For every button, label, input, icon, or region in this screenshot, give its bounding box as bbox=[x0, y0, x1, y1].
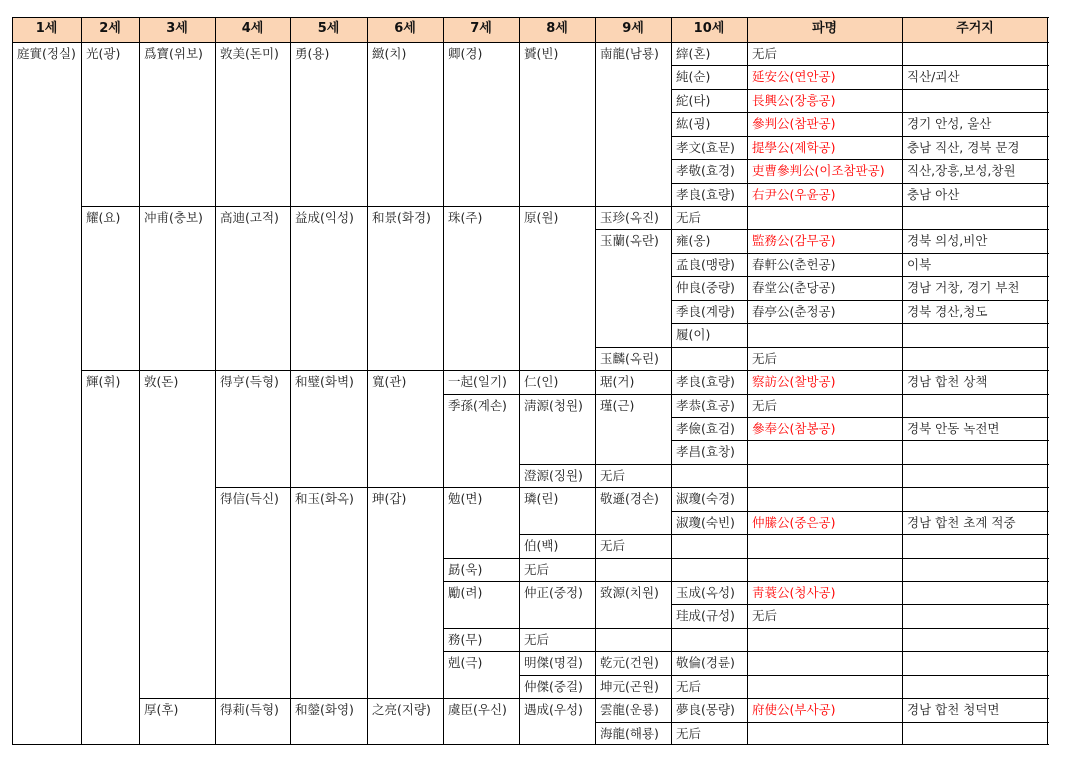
member-gen4-cell: 高迪(고적) bbox=[220, 210, 279, 226]
member-gen9-cell: 无后 bbox=[600, 538, 626, 554]
pa-name-cell: 提學公(제학공) bbox=[752, 139, 836, 155]
member-gen3-cell: 厚(후) bbox=[144, 702, 179, 718]
grid-line bbox=[902, 464, 1049, 465]
member-gen10-cell: 孝文(효문) bbox=[676, 139, 735, 155]
grid-line bbox=[367, 370, 444, 371]
member-gen4-cell: 得信(득신) bbox=[220, 491, 279, 507]
grid-line bbox=[671, 651, 748, 652]
grid-line bbox=[290, 487, 368, 488]
grid-line bbox=[595, 347, 672, 348]
grid-line bbox=[12, 17, 1049, 18]
member-gen10-cell: 雍(옹) bbox=[676, 233, 711, 249]
grid-line bbox=[902, 651, 1049, 652]
grid-line bbox=[671, 89, 748, 90]
grid-line bbox=[747, 206, 903, 207]
grid-line bbox=[519, 628, 596, 629]
member-gen10-cell: 敬倫(경륜) bbox=[676, 655, 735, 671]
grid-line bbox=[747, 651, 903, 652]
member-gen9-cell: 玉蘭(옥란) bbox=[600, 233, 659, 249]
member-gen2-cell: 光(광) bbox=[86, 46, 121, 61]
member-gen9-cell: 瑾(근) bbox=[600, 397, 635, 413]
grid-line bbox=[671, 65, 748, 66]
column-header: 8세 bbox=[519, 17, 595, 42]
member-gen9-cell: 坤元(곤원) bbox=[600, 678, 659, 694]
grid-line bbox=[902, 347, 1049, 348]
grid-line bbox=[747, 17, 748, 745]
member-gen8-cell: 澄源(징원) bbox=[524, 467, 583, 483]
grid-line bbox=[671, 534, 748, 535]
pa-name-cell: 延安公(연안공) bbox=[752, 69, 836, 85]
member-gen10-cell: 孝昌(효창) bbox=[676, 444, 735, 460]
member-gen7-cell: 一起(일기) bbox=[448, 374, 507, 390]
residence-cell: 직산/괴산 bbox=[907, 69, 960, 85]
grid-line bbox=[671, 604, 748, 605]
grid-line bbox=[443, 651, 520, 652]
grid-line bbox=[902, 17, 903, 745]
grid-line bbox=[747, 370, 903, 371]
residence-cell: 충남 아산 bbox=[907, 186, 960, 202]
grid-line bbox=[747, 698, 903, 699]
grid-line bbox=[139, 698, 216, 699]
grid-line bbox=[519, 464, 596, 465]
grid-line bbox=[367, 206, 444, 207]
grid-line bbox=[443, 558, 520, 559]
pa-name-cell: 春軒公(춘헌공) bbox=[752, 256, 836, 272]
grid-line bbox=[671, 487, 748, 488]
pa-name-cell: 參奉公(참봉공) bbox=[752, 420, 836, 436]
grid-line bbox=[139, 206, 216, 207]
grid-line bbox=[595, 534, 672, 535]
pa-name-cell: 右尹公(우윤공) bbox=[752, 186, 836, 202]
member-gen4-cell: 得亨(득형) bbox=[220, 374, 279, 390]
grid-line bbox=[519, 698, 596, 699]
grid-line bbox=[902, 628, 1049, 629]
grid-line bbox=[595, 558, 672, 559]
member-gen10-cell: 純(순) bbox=[676, 69, 711, 85]
grid-line bbox=[902, 323, 1049, 324]
member-gen10-cell: 孝良(효량) bbox=[676, 374, 735, 390]
grid-line bbox=[671, 253, 748, 254]
grid-line bbox=[215, 370, 291, 371]
grid-line bbox=[747, 487, 903, 488]
grid-line bbox=[902, 253, 1049, 254]
residence-cell: 경북 경산,청도 bbox=[907, 303, 988, 319]
grid-line bbox=[671, 136, 748, 137]
pa-name-cell: 春亭公(춘정공) bbox=[752, 303, 836, 319]
grid-line bbox=[747, 89, 903, 90]
pa-name-cell: 无后 bbox=[752, 46, 778, 61]
column-header: 6세 bbox=[367, 17, 443, 42]
column-header: 3세 bbox=[139, 17, 215, 42]
member-gen10-cell: 无后 bbox=[676, 725, 702, 741]
grid-line bbox=[519, 675, 596, 676]
grid-line bbox=[595, 722, 672, 723]
grid-line bbox=[139, 370, 216, 371]
grid-line bbox=[671, 159, 748, 160]
member-gen2-cell: 耀(요) bbox=[86, 210, 121, 226]
grid-line bbox=[595, 698, 672, 699]
grid-line bbox=[12, 17, 13, 745]
member-gen8-cell: 明傑(명걸) bbox=[524, 655, 583, 671]
grid-line bbox=[519, 558, 596, 559]
member-gen6-cell: 寬(관) bbox=[372, 374, 407, 390]
residence-cell: 경남 합천 청덕면 bbox=[907, 702, 1000, 718]
grid-line bbox=[747, 675, 903, 676]
grid-line bbox=[1047, 17, 1048, 745]
grid-line bbox=[443, 581, 520, 582]
grid-line bbox=[443, 628, 520, 629]
grid-line bbox=[902, 487, 1049, 488]
member-gen10-cell: 履(이) bbox=[676, 327, 711, 343]
grid-line bbox=[671, 17, 672, 745]
member-gen3-cell: 爲寶(위보) bbox=[144, 46, 203, 61]
grid-line bbox=[902, 698, 1049, 699]
member-gen9-cell: 玉珍(옥진) bbox=[600, 210, 659, 226]
member-gen3-cell: 敦(돈) bbox=[144, 374, 179, 390]
member-gen7-cell: 勗(욱) bbox=[448, 561, 483, 577]
column-header: 5세 bbox=[290, 17, 367, 42]
member-gen10-cell: 孝儉(효검) bbox=[676, 420, 735, 436]
grid-line bbox=[671, 206, 748, 207]
member-gen10-cell: 淑瓊(숙빈) bbox=[676, 514, 735, 530]
grid-line bbox=[12, 744, 1049, 745]
column-header: 2세 bbox=[81, 17, 139, 42]
grid-line bbox=[902, 675, 1049, 676]
grid-line bbox=[747, 628, 903, 629]
grid-line bbox=[519, 206, 596, 207]
member-gen10-cell: 无后 bbox=[676, 678, 702, 694]
member-gen10-cell: 紘(굉) bbox=[676, 116, 711, 132]
grid-line bbox=[519, 534, 596, 535]
grid-line bbox=[443, 370, 520, 371]
grid-line bbox=[902, 229, 1049, 230]
grid-line bbox=[902, 206, 1049, 207]
grid-line bbox=[215, 17, 216, 745]
grid-line bbox=[290, 370, 368, 371]
grid-line bbox=[671, 675, 748, 676]
grid-line bbox=[671, 229, 748, 230]
pa-name-cell: 无后 bbox=[752, 397, 778, 413]
grid-line bbox=[671, 323, 748, 324]
member-gen9-cell: 雲龍(운룡) bbox=[600, 702, 659, 718]
pa-name-cell: 監務公(감무공) bbox=[752, 233, 836, 249]
grid-line bbox=[367, 17, 368, 745]
grid-line bbox=[902, 511, 1049, 512]
grid-line bbox=[902, 159, 1049, 160]
grid-line bbox=[671, 722, 748, 723]
pa-name-cell: 府使公(부사공) bbox=[752, 702, 836, 718]
member-gen9-cell: 敬遜(경손) bbox=[600, 491, 659, 507]
residence-cell: 경남 합천 상책 bbox=[907, 374, 988, 390]
grid-line bbox=[443, 206, 520, 207]
residence-cell: 직산,장흥,보성,창원 bbox=[907, 163, 1016, 179]
residence-cell: 이북 bbox=[907, 256, 932, 272]
grid-line bbox=[747, 581, 903, 582]
grid-line bbox=[215, 487, 291, 488]
grid-line bbox=[671, 347, 748, 348]
grid-line bbox=[671, 464, 748, 465]
residence-cell: 경북 의성,비안 bbox=[907, 233, 988, 249]
member-gen8-cell: 仲正(중정) bbox=[524, 584, 583, 600]
grid-line bbox=[595, 651, 672, 652]
grid-line bbox=[902, 65, 1049, 66]
member-gen8-cell: 无后 bbox=[524, 561, 550, 577]
member-gen7-cell: 剋(극) bbox=[448, 655, 483, 671]
member-gen10-cell: 淑瓊(숙경) bbox=[676, 491, 735, 507]
member-gen10-cell: 仲良(중량) bbox=[676, 280, 735, 296]
member-gen10-cell: 季良(계량) bbox=[676, 303, 735, 319]
grid-line bbox=[519, 394, 596, 395]
grid-line bbox=[902, 276, 1049, 277]
member-gen5-cell: 和玉(화옥) bbox=[295, 491, 354, 507]
grid-line bbox=[747, 159, 903, 160]
member-gen9-cell: 海龍(해룡) bbox=[600, 725, 659, 741]
member-gen9-cell: 琚(거) bbox=[600, 374, 635, 390]
pa-name-cell: 吏曹參判公(이조참판공) bbox=[752, 163, 885, 179]
grid-line bbox=[81, 370, 140, 371]
grid-line bbox=[443, 487, 520, 488]
grid-line bbox=[902, 604, 1049, 605]
grid-line bbox=[595, 394, 672, 395]
grid-line bbox=[443, 394, 520, 395]
member-gen9-cell: 玉麟(옥린) bbox=[600, 350, 659, 366]
grid-line bbox=[747, 136, 903, 137]
pa-name-cell: 仲縢公(중은공) bbox=[752, 514, 836, 530]
member-gen7-cell: 務(무) bbox=[448, 631, 483, 647]
member-gen10-cell: 孝恭(효공) bbox=[676, 397, 735, 413]
member-gen9-cell: 致源(치원) bbox=[600, 584, 659, 600]
column-header: 9세 bbox=[595, 17, 671, 42]
grid-line bbox=[671, 370, 748, 371]
pa-name-cell: 春堂公(춘당공) bbox=[752, 280, 836, 296]
member-gen5-cell: 勇(용) bbox=[295, 46, 330, 61]
member-gen2-cell: 輝(휘) bbox=[86, 374, 121, 390]
column-header: 주거지 bbox=[902, 17, 1048, 42]
member-gen8-cell: 仁(인) bbox=[524, 374, 559, 390]
grid-line bbox=[671, 300, 748, 301]
grid-line bbox=[902, 581, 1049, 582]
grid-line bbox=[367, 698, 444, 699]
grid-line bbox=[367, 487, 444, 488]
grid-line bbox=[519, 370, 596, 371]
member-gen10-cell: 孟良(맹량) bbox=[676, 256, 735, 272]
grid-line bbox=[747, 253, 903, 254]
grid-line bbox=[595, 487, 672, 488]
grid-line bbox=[519, 487, 596, 488]
grid-line bbox=[671, 581, 748, 582]
member-gen8-cell: 璘(린) bbox=[524, 491, 559, 507]
grid-line bbox=[81, 206, 140, 207]
pa-name-cell: 察訪公(찰방공) bbox=[752, 374, 836, 390]
grid-line bbox=[902, 300, 1049, 301]
member-gen10-cell: 紽(타) bbox=[676, 92, 711, 108]
grid-line bbox=[902, 183, 1049, 184]
member-gen7-cell: 卿(경) bbox=[448, 46, 483, 61]
member-gen4-cell: 敦美(돈미) bbox=[220, 46, 279, 61]
column-header: 1세 bbox=[12, 17, 81, 42]
grid-line bbox=[671, 417, 748, 418]
column-header: 4세 bbox=[215, 17, 290, 42]
member-gen10-cell: 无后 bbox=[676, 210, 702, 226]
pa-name-cell: 无后 bbox=[752, 350, 778, 366]
grid-line bbox=[290, 206, 368, 207]
pa-name-cell: 无后 bbox=[752, 608, 778, 624]
member-gen6-cell: 之亮(지량) bbox=[372, 702, 431, 718]
grid-line bbox=[902, 417, 1049, 418]
grid-line bbox=[747, 440, 903, 441]
grid-line bbox=[290, 17, 291, 745]
column-header: 7세 bbox=[443, 17, 519, 42]
grid-line bbox=[671, 558, 748, 559]
grid-line bbox=[747, 394, 903, 395]
member-gen7-cell: 勉(면) bbox=[448, 491, 483, 507]
grid-line bbox=[443, 698, 520, 699]
residence-cell: 충남 직산, 경북 문경 bbox=[907, 139, 1020, 155]
grid-line bbox=[519, 581, 596, 582]
grid-line bbox=[747, 229, 903, 230]
grid-line bbox=[519, 651, 596, 652]
grid-line bbox=[671, 112, 748, 113]
grid-line bbox=[671, 183, 748, 184]
grid-line bbox=[215, 698, 291, 699]
grid-line bbox=[747, 347, 903, 348]
member-gen8-cell: 伯(백) bbox=[524, 538, 559, 554]
member-gen5-cell: 和璧(화벽) bbox=[295, 374, 354, 390]
grid-line bbox=[902, 89, 1049, 90]
member-gen4-cell: 得莉(득형) bbox=[220, 702, 279, 718]
grid-line bbox=[81, 17, 82, 745]
member-gen7-cell: 珠(주) bbox=[448, 210, 483, 226]
member-gen6-cell: 珅(갑) bbox=[372, 491, 407, 507]
residence-cell: 경남 합천 초계 적중 bbox=[907, 514, 1016, 530]
member-gen8-cell: 无后 bbox=[524, 631, 550, 647]
grid-line bbox=[902, 558, 1049, 559]
grid-line bbox=[519, 17, 520, 745]
member-gen9-cell: 南龍(남룡) bbox=[600, 46, 659, 61]
pa-name-cell: 靑蓑公(청사공) bbox=[752, 584, 836, 600]
genealogy-table bbox=[12, 17, 1048, 745]
grid-line bbox=[595, 206, 672, 207]
grid-line bbox=[595, 675, 672, 676]
pa-name-cell: 長興公(장흥공) bbox=[752, 92, 836, 108]
member-gen10-cell: 夢良(몽량) bbox=[676, 702, 735, 718]
member-gen3-cell: 冲甫(충보) bbox=[144, 210, 203, 226]
grid-line bbox=[671, 698, 748, 699]
grid-line bbox=[747, 417, 903, 418]
member-gen7-cell: 虞臣(우신) bbox=[448, 702, 507, 718]
grid-line bbox=[671, 628, 748, 629]
grid-line bbox=[747, 183, 903, 184]
grid-line bbox=[747, 534, 903, 535]
member-gen8-cell: 仲傑(중걸) bbox=[524, 678, 583, 694]
grid-line bbox=[747, 604, 903, 605]
grid-line bbox=[595, 628, 672, 629]
member-gen7-cell: 季孫(계손) bbox=[448, 397, 507, 413]
grid-line bbox=[902, 534, 1049, 535]
member-gen1-cell: 庭實(정실) bbox=[17, 46, 76, 61]
grid-line bbox=[139, 17, 140, 745]
grid-line bbox=[747, 558, 903, 559]
grid-line bbox=[671, 440, 748, 441]
grid-line bbox=[902, 722, 1049, 723]
member-gen10-cell: 珪成(규성) bbox=[676, 608, 735, 624]
grid-line bbox=[215, 206, 291, 207]
member-gen7-cell: 勵(려) bbox=[448, 584, 483, 600]
grid-line bbox=[902, 440, 1049, 441]
member-gen6-cell: 緻(치) bbox=[372, 46, 407, 61]
member-gen5-cell: 和鎣(화영) bbox=[295, 702, 354, 718]
grid-line bbox=[671, 276, 748, 277]
grid-line bbox=[290, 698, 368, 699]
member-gen9-cell: 乾元(건원) bbox=[600, 655, 659, 671]
grid-line bbox=[595, 17, 596, 745]
member-gen10-cell: 孝敬(효경) bbox=[676, 163, 735, 179]
grid-line bbox=[902, 370, 1049, 371]
grid-line bbox=[902, 112, 1049, 113]
grid-line bbox=[671, 511, 748, 512]
member-gen8-cell: 原(원) bbox=[524, 210, 559, 226]
member-gen5-cell: 益成(익성) bbox=[295, 210, 354, 226]
grid-line bbox=[902, 136, 1049, 137]
grid-line bbox=[595, 464, 672, 465]
member-gen6-cell: 和景(화경) bbox=[372, 210, 431, 226]
residence-cell: 경기 안성, 울산 bbox=[907, 116, 992, 132]
member-gen10-cell: 縡(혼) bbox=[676, 46, 711, 61]
member-gen10-cell: 孝良(효량) bbox=[676, 186, 735, 202]
grid-line bbox=[747, 300, 903, 301]
member-gen8-cell: 遇成(우성) bbox=[524, 702, 583, 718]
grid-line bbox=[747, 511, 903, 512]
residence-cell: 경남 거창, 경기 부천 bbox=[907, 280, 1020, 296]
member-gen8-cell: 淸源(청원) bbox=[524, 397, 583, 413]
grid-line bbox=[443, 17, 444, 745]
residence-cell: 경북 안동 녹전면 bbox=[907, 420, 1000, 436]
grid-line bbox=[747, 722, 903, 723]
grid-line bbox=[747, 323, 903, 324]
grid-line bbox=[595, 229, 672, 230]
pa-name-cell: 參判公(참판공) bbox=[752, 116, 836, 132]
column-header: 파명 bbox=[747, 17, 902, 42]
grid-line bbox=[12, 42, 1049, 43]
grid-line bbox=[747, 112, 903, 113]
grid-line bbox=[747, 65, 903, 66]
member-gen8-cell: 贇(빈) bbox=[524, 46, 559, 61]
member-gen9-cell: 无后 bbox=[600, 467, 626, 483]
column-header: 10세 bbox=[671, 17, 747, 42]
grid-line bbox=[747, 464, 903, 465]
grid-line bbox=[902, 394, 1049, 395]
grid-line bbox=[747, 276, 903, 277]
grid-line bbox=[671, 394, 748, 395]
grid-line bbox=[595, 370, 672, 371]
member-gen10-cell: 玉成(옥성) bbox=[676, 584, 735, 600]
grid-line bbox=[595, 581, 672, 582]
